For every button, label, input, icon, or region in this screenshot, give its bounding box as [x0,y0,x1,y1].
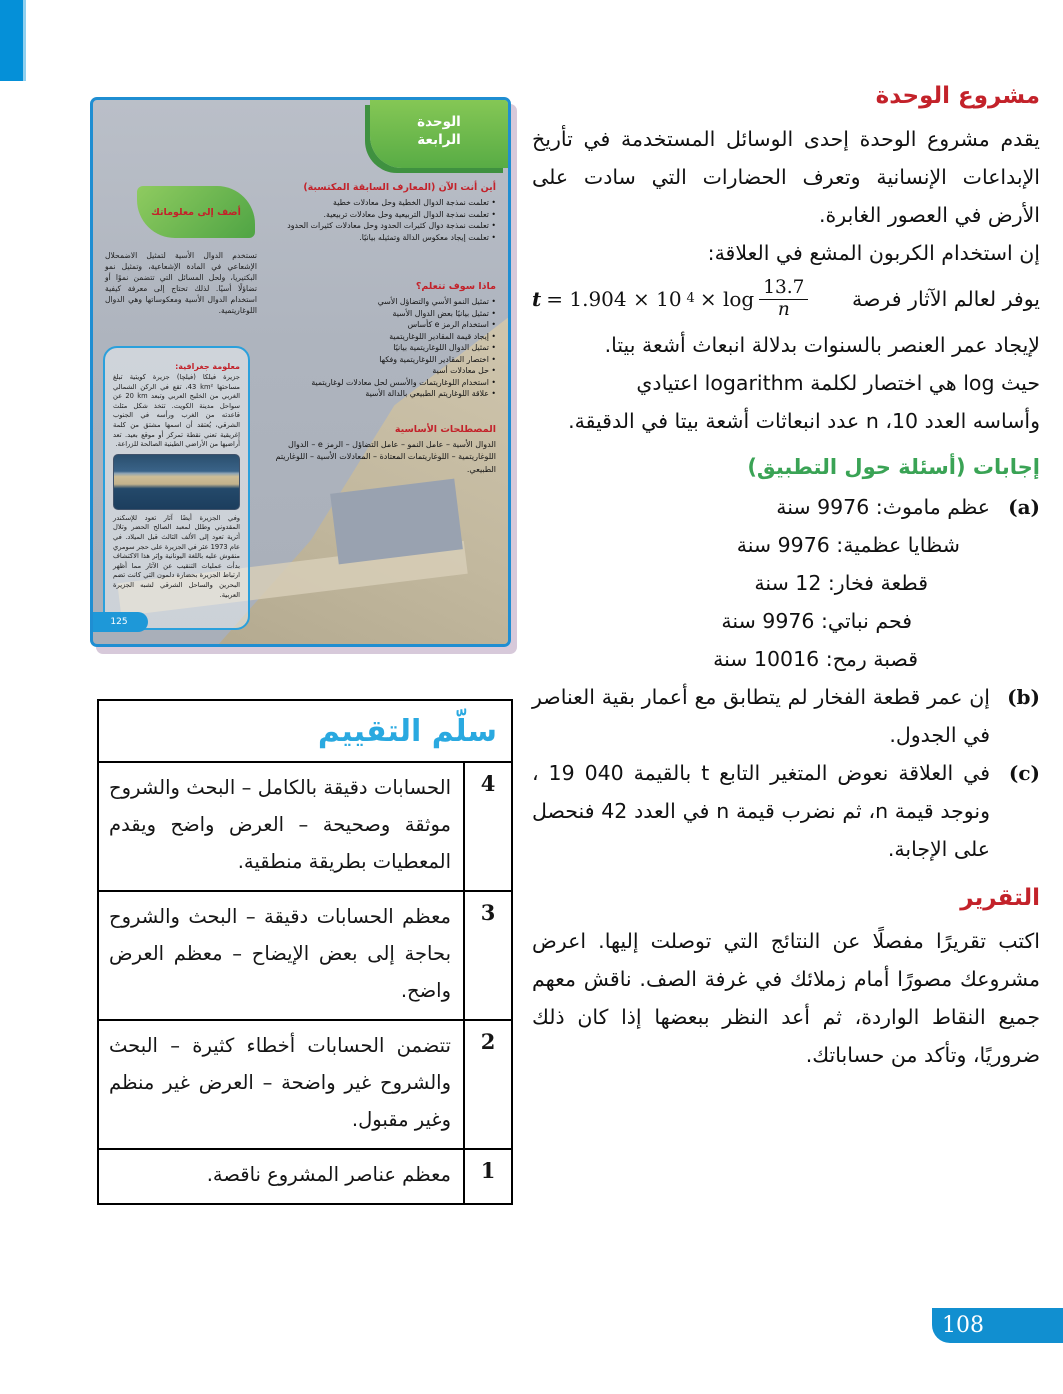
will-learn-item: • تمثيل الدوال اللوغاريتمية بيانيًا [393,343,496,352]
answer-c-text: في العلاقة نعوض المتغير التابع t بالقيمة ⁦ 19 040⁩، ونوجد قيمة n، ثم نضرب قيمة n في العدد 42 فنحصل على الإجابة. [532,761,991,861]
key-terms-heading: المصطلحات الأساسية [394,423,496,435]
prior-knowledge-list [248,197,496,243]
key-terms-text: الدوال الأسية – عامل النمو – عامل التضاؤل – الرمز e – الدوال اللوغاريتمية – اللوغاريتمات المعتادة – المعادلات الأسية – اللوغاريتم الطبيعي. [275,439,496,474]
answer-b-text: إن عمر قطعة الفخار لم يتطابق مع أعمار بقية العناصر في الجدول. [532,685,990,747]
add-to-knowledge-label: أضف إلى معلوماتك [151,206,241,218]
page-number-tab [932,1308,1063,1343]
fraction-numerator: 13.7 [759,278,808,299]
thumbnail-page-number: 125 [110,617,128,627]
answer-a-marker: (a) [1008,495,1040,519]
geo-info-heading: معلومة جغرافية: [175,362,240,371]
prior-knowledge-item: • تعلمت إيجاد معكوس الدالة وتمثيله بيانيًا. [359,232,496,242]
prior-knowledge-heading: أين أنت الآن (المعارف السابقة المكتسبة) [303,182,496,193]
answer-a [532,488,1040,678]
table-row [99,1150,511,1203]
formula-suffix-text: يوفر لعالم الآثار فرصة [852,287,1040,311]
unit-tab-line2: الرابعة [417,132,461,148]
will-learn-heading: ماذا سوف تتعلم؟ [415,281,496,292]
rubric-text-cell: معظم الحسابات دقيقة – البحث والشروح بحاجة إلى بعض الإيضاح – معظم العرض واضح. [109,905,451,1002]
page-number: 108 [942,1313,984,1338]
rubric-score-cell: 3 [463,892,511,1019]
rubric-score-cell: 1 [463,1150,511,1203]
rubric-text-cell: تتضمن الحسابات أخطاء كثيرة – البحث والشروح غير واضحة – العرض غير منظم وغير مقبول. [109,1034,451,1131]
unit-opener-thumbnail [90,97,511,647]
formula-variable-t: t [532,287,542,311]
will-learn-item: • إيجاد قيمة المقادير اللوغاريتمية [389,331,496,341]
answer-a-line: عظم ماموث: 9976 سنة [776,495,990,519]
answer-a-line: فحم نباتي: 9976 سنة [721,609,912,633]
table-row [99,763,511,892]
answers-heading: إجابات (أسئلة حول التطبيق) [747,455,1040,479]
rubric-score-cell: 4 [463,763,511,890]
answer-a-line: قطعة فخار: 12 سنة [754,571,928,595]
unit-number-tab [370,100,508,168]
formula-fraction [759,278,808,320]
answer-a-line: شظايا عظمية: 9976 سنة [736,533,960,557]
log-note-2: وأساسه العدد 10، n عدد انبعاثات أشعة بيتا في الدقيقة. [568,409,1040,433]
report-text: اكتب تقريرًا مفصلًا عن النتائج التي توصلت إليها. اعرض مشروعك مصورًا أمام زملائك في غرفة الصف. ناقش معهم جميع النقاط الواردة، ثم أعد النظر ببعضها إذا كان ذلك ضروريًا، وتأكد من حساباتك. [532,929,1040,1067]
assessment-rubric-table [97,699,513,1205]
formula-body: = 1.904 × 10 [546,287,682,311]
rubric-title: سلّم التقييم [99,701,511,763]
add-to-knowledge-paragraph: تستخدم الدوال الأسية لتمثيل الاضمحلال الإشعاعي في المادة الإشعاعية، وتمثيل نمو البكتيريا، ولحل المسائل التي تتضمن نموًا أو تضاؤلًا أسيًا. لذلك تحتاج إلى معرفة كيفية استخدام الدوال الأسية ومعكوساتها وهي الدوال اللوغاريتمية. [105,251,257,315]
prior-knowledge-item: • تعلمت نمذجة دوال كثيرات الحدود وحل معادلات كثيرات الحدود [287,221,496,230]
will-learn-item: • تمثيل بيانيًا بعض الدوال الأسية [392,308,496,318]
rubric-text-cell: الحسابات دقيقة بالكامل – البحث والشروح موثقة وصحيحة – العرض واضح ويقدم المعطيات بطريقة منطقية. [109,776,451,873]
will-learn-item: • حل معادلات أسية [432,366,496,375]
formula-log-part: × log [699,287,755,311]
thumbnail-page-number-tab [90,612,148,632]
answer-a-body [532,488,990,678]
geo-info-box [103,346,250,630]
relation-intro: إن استخدام الكربون المشع في العلاقة: [707,241,1040,265]
main-column [532,80,1040,1074]
table-row [99,1021,511,1150]
corner-accent-block [0,0,26,81]
unit-project-heading: مشروع الوحدة [875,83,1040,109]
rubric-score-cell: 2 [463,1021,511,1148]
answer-c [532,754,1040,868]
will-learn-item: • تمثيل النمو الأسي والتضاؤل الأسي [377,297,496,306]
formula-line [532,272,1040,326]
island-aerial-photo [113,454,240,510]
will-learn-item: • علاقة اللوغاريتم الطبيعي بالدالة الأسية [365,389,496,398]
add-to-knowledge-tab [137,186,255,238]
will-learn-list [248,296,496,400]
fraction-denominator: n [777,298,790,320]
answer-b [532,678,1040,754]
will-learn-item: • استخدام اللوغاريتمات والأسس لحل معادلات لوغاريتمية [311,377,496,387]
thumbnail-right-column [248,182,496,476]
carbon-dating-formula: t = 1.904 × 10 4 × log $\frac{13.7}{n}$ [532,278,808,320]
answer-c-marker: (c) [1008,761,1040,785]
unit-project-intro: يقدم مشروع الوحدة إحدى الوسائل المستخدمة في تأريخ الإبداعات الإنسانية وتعرف الحضارات التي سادت على الأرض في العصور الغابرة. [532,127,1040,227]
will-learn-item: • اختصار المقادير اللوغاريتمية وفكها [379,354,496,364]
prior-knowledge-item: • تعلمت نمذجة الدوال الخطية وحل معادلات خطية [333,198,496,207]
prior-knowledge-item: • تعلمت نمذجة الدوال التربيعية وحل معادلات تربيعية. [323,209,496,219]
geo-info-text-1: جزيرة فيلكا (فيلچا) جزيرة كويتية تبلغ مساحتها ‪43 km²‬، تقع في الركن الشمالي الغربي من الخليج العربي وتبعد ‪20 km‬ عن سواحل مدينة الكويت. تتخذ شكل مثلث قاعدته من الغرب ورأسه في الجنوب الشرقي، يُعتقد أن اسمها مشتق من كلمة إغريقية تعني نقطة تمركز أو موقع بعيد. تعد أراضيها من الأراضي الطينية الصالحة للزراعة. [113,373,240,449]
will-learn-item: • استخدام الرمز e كأساس [407,320,496,329]
formula-after-text: لإيجاد عمر العنصر بالسنوات بدلالة انبعاث أشعة بيتا. [604,333,1040,357]
unit-tab-line1: الوحدة [417,114,461,130]
report-heading: التقرير [960,885,1040,911]
table-row [99,892,511,1021]
geo-info-text-2: وفي الجزيرة أيضًا آثار تعود للإسكندر المقدوني وطلل لمعبد الصالح الحضر وتلال أثرية تعود إلى الألف الثالث قبل الميلاد. في عام 1973 عثر في الجزيرة على حجر سومري منقوش عليه باللغة اليونانية وإثر هذا الاكتشاف بدأت عمليات التنقيب عن الآثار مما أظهر ارتباط الجزيرة بحضارة دلمون التي كانت تضم البحرين والساحل الشرقي لشبه الجزيرة العربية. [113,513,240,599]
answer-b-marker: (b) [1007,685,1040,709]
log-note-1: حيث log هي اختصار لكلمة logarithm اعتيادي [636,371,1040,395]
rubric-text-cell: معظم عناصر المشروع ناقصة. [206,1163,451,1186]
answer-a-line: قصبة رمح: 10016 سنة [713,647,918,671]
